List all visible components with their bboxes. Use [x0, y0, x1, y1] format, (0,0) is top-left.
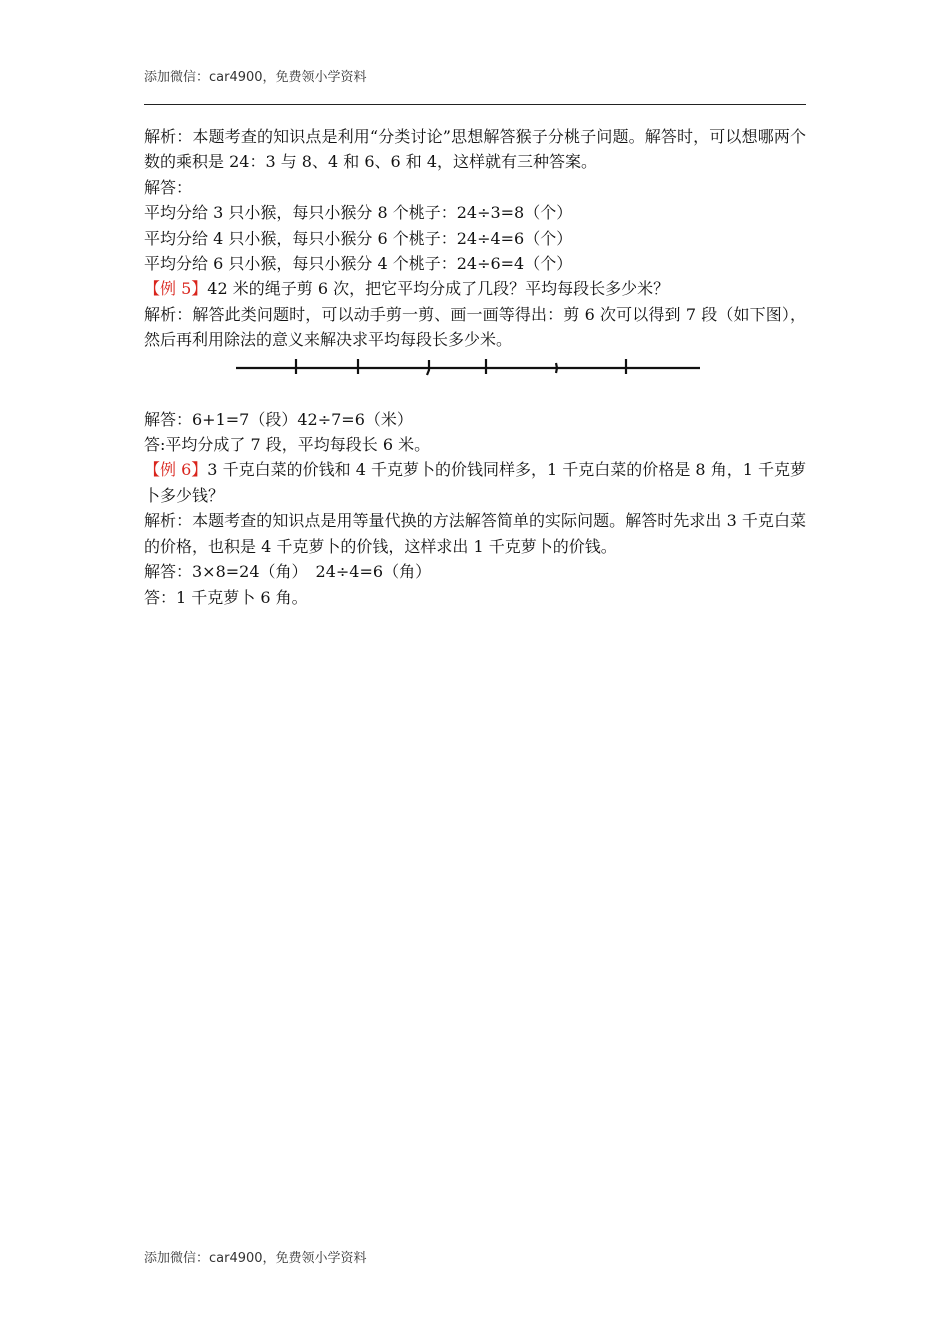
cut-mark-5: [556, 363, 557, 373]
answer-line-4: 解答：6+1=7（段）42÷7=6（米）: [144, 409, 413, 429]
answer-line-1: 平均分给 3 只小猴，每只小猴分 8 个桃子：24÷3=8（个）: [144, 203, 573, 223]
example-5-question: [144, 276, 806, 301]
example-5-label: 【例 5】: [144, 279, 208, 299]
example-6-text: 3 千克白菜的价钱和 4 千克萝卜的价钱同样多，1 千克白菜的价格是 8 角，1 千克萝卜多少钱？: [144, 460, 806, 505]
conclusion-line-2: 答：1 千克萝卜 6 角。: [144, 587, 308, 607]
page-footer-note: 添加微信：car4900，免费领小学资料: [144, 1251, 367, 1266]
analysis-paragraph-1: 解析：本题考查的知识点是利用“分类讨论”思想解答猴子分桃子问题。解答时，可以想哪两个数的乘积是 24：3 与 8、4 和 6、6 和 4，这样就有三种答案。: [144, 127, 806, 172]
example-6-question: [144, 457, 806, 508]
answer-line-3: 平均分给 6 只小猴，每只小猴分 4 个桃子：24÷6=4（个）: [144, 254, 573, 274]
rope-line-drawing: [230, 355, 710, 385]
example-5-text: 42 米的绳子剪 6 次，把它平均分成了几段？平均每段长多少米？: [207, 279, 670, 299]
example-6-label: 【例 6】: [144, 460, 208, 480]
answer-line-2: 平均分给 4 只小猴，每只小猴分 6 个桃子：24÷4=6（个）: [144, 228, 573, 248]
answer-heading-1: 解答：: [144, 177, 193, 197]
rope-cut-diagram: [144, 353, 806, 407]
analysis-paragraph-3: 解析：本题考查的知识点是用等量代换的方法解答简单的实际问题。解答时先求出 3 千克白菜的价格，也积是 4 千克萝卜的价钱，这样求出 1 千克萝卜的价钱。: [144, 511, 806, 556]
answer-line-5: 解答：3×8=24（角） 24÷4=6（角）: [144, 562, 432, 582]
header-divider: [144, 104, 806, 105]
analysis-paragraph-2: 解析：解答此类问题时，可以动手剪一剪、画一画等得出：剪 6 次可以得到 7 段（如下图），然后再利用除法的意义来解决求平均每段长多少米。: [144, 304, 806, 350]
page-header-note: 添加微信：car4900，免费领小学资料: [144, 70, 367, 85]
conclusion-line-1: 答:平均分成了 7 段，平均每段长 6 米。: [144, 435, 431, 455]
document-body: [144, 124, 806, 610]
